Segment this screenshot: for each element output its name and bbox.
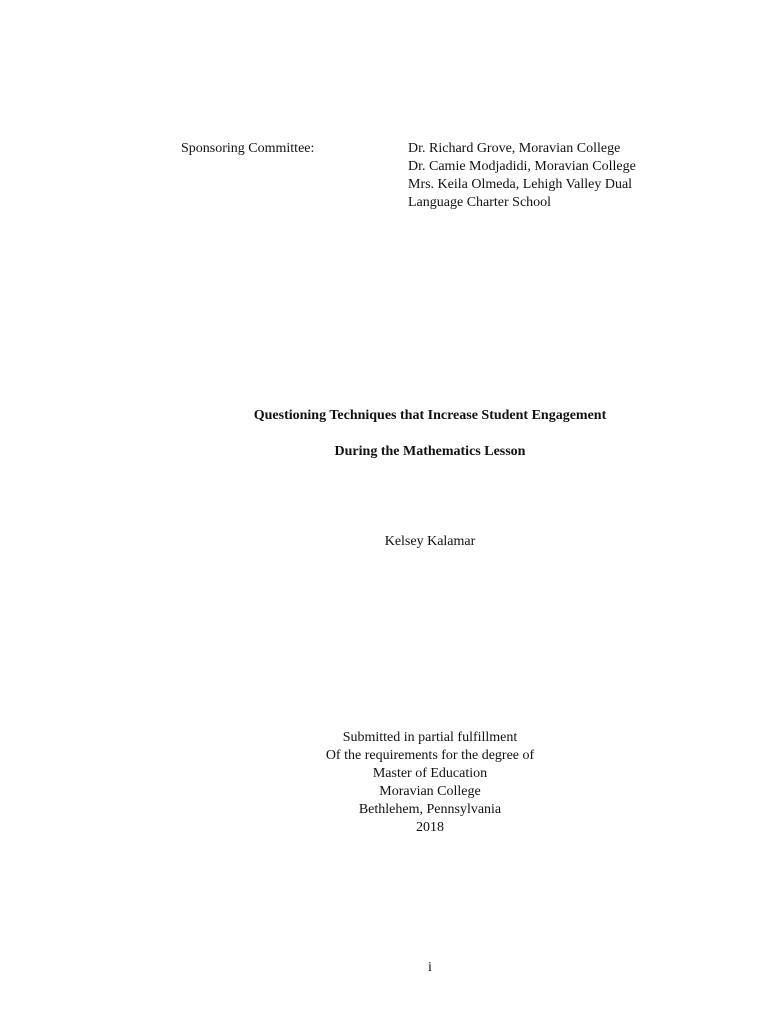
submission-line: Submitted in partial fulfillment [342,730,518,745]
committee-member: Mrs. Keila Olmeda, Lehigh Valley Dual [408,177,633,192]
submission-line: Of the requirements for the degree of [325,748,535,763]
page-number: i [428,960,432,975]
committee-member: Dr. Richard Grove, Moravian College [408,141,621,156]
submission-year: 2018 [416,820,444,835]
submission-line: Moravian College [379,784,481,799]
submission-line: Bethlehem, Pennsylvania [358,802,502,817]
committee-member: Dr. Camie Modjadidi, Moravian College [408,159,636,174]
submission-statement [45,729,770,837]
author-name: Kelsey Kalamar [384,534,476,549]
submission-line: Master of Education [372,766,488,781]
committee-label: Sponsoring Committee: [181,141,315,156]
committee-member: Language Charter School [408,195,552,210]
thesis-title-line-1: Questioning Techniques that Increase Student Engagement [253,408,607,423]
committee-members-list [408,140,708,212]
thesis-title-line-2: During the Mathematics Lesson [334,444,526,459]
